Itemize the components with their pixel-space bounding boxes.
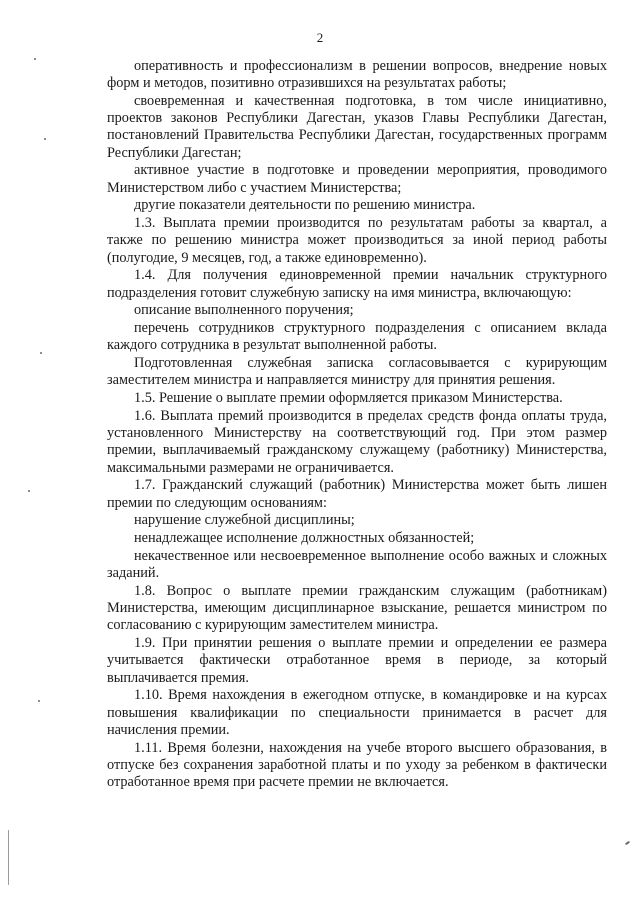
paragraph: 1.6. Выплата премий производится в пределах средств фонда оплаты труда, установленного Министерству на соответствующий год. При этом размер премии, выплачиваемый гражданскому служащему (работнику) Министерства, максимальными размерами не ограничивается.: [107, 408, 607, 476]
paragraph: активное участие в подготовке и проведении мероприятия, проводимого Министерством либо с участием Министерства;: [107, 162, 607, 196]
paragraph: 1.4. Для получения единовременной премии начальник структурного подразделения готовит служебную записку на имя министра, включающую:: [107, 267, 607, 301]
paragraph: 1.11. Время болезни, нахождения на учебе второго высшего образования, в отпуске без сохранения заработной платы и по уходу за ребенком в фактически отработанное время при расчете премии не включается.: [107, 739, 607, 791]
paragraph: 1.3. Выплата премии производится по результатам работы за квартал, а также по решению министра может производиться за иной период работы (полугодие, 9 месяцев, год, а также единовременно).: [107, 215, 607, 266]
scan-dot: [40, 352, 42, 354]
paragraph: своевременная и качественная подготовка, в том числе инициативно, проектов законов Республики Дагестан, указов Главы Республики Дагестан, постановлений Правительства Республики Дагестан, государственных программ Республики Дагестан;: [107, 93, 607, 161]
paragraph: 1.8. Вопрос о выплате премии гражданским служащим (работникам) Министерства, имеющим дисциплинарное взыскание, решается министром по согласованию с курирующим заместителем министра.: [107, 583, 607, 634]
page-number: 2: [316, 30, 324, 45]
paragraph: некачественное или несвоевременное выполнение особо важных и сложных заданий.: [107, 548, 607, 582]
paragraph: 1.10. Время нахождения в ежегодном отпуске, в командировке и на курсах повышения квалификации по специальности принимается в расчет для начисления премии.: [107, 687, 607, 738]
scan-tick-mark: [625, 841, 630, 846]
paragraph: нарушение служебной дисциплины;: [134, 512, 355, 529]
scan-dot: [34, 58, 36, 60]
paragraph: перечень сотрудников структурного подразделения с описанием вклада каждого сотрудника в результат выполненной работы.: [107, 320, 607, 354]
document-body: [107, 58, 607, 792]
paragraph: Подготовленная служебная записка согласовывается с курирующим заместителем министра и направляется министру для принятия решения.: [107, 355, 607, 389]
paragraph: 1.9. При принятии решения о выплате премии и определении ее размера учитывается фактически отработанное время в периоде, за который выплачивается премия.: [107, 635, 607, 686]
paragraph: описание выполненного поручения;: [134, 302, 354, 319]
paragraph: оперативность и профессионализм в решении вопросов, внедрение новых форм и методов, позитивно отразившихся на результатах работы;: [107, 58, 607, 92]
scan-dot: [28, 490, 30, 492]
scan-dot: [44, 138, 46, 140]
paragraph: другие показатели деятельности по решению министра.: [134, 197, 476, 214]
paragraph: ненадлежащее исполнение должностных обязанностей;: [134, 530, 475, 547]
paragraph: 1.5. Решение о выплате премии оформляется приказом Министерства.: [134, 390, 563, 407]
scan-edge-line: [8, 830, 9, 885]
paragraph: 1.7. Гражданский служащий (работник) Министерства может быть лишен премии по следующим основаниям:: [107, 477, 607, 511]
scan-dot: [38, 700, 40, 702]
